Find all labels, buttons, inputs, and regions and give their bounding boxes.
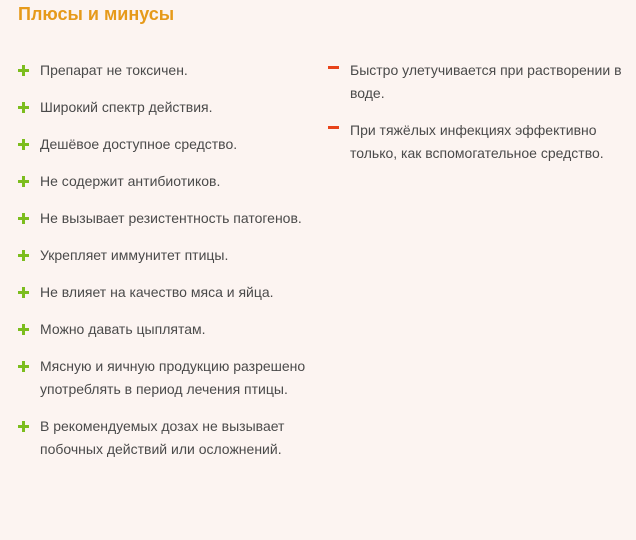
plus-icon — [18, 139, 29, 150]
pro-text: В рекомендуемых дозах не вызывает побочных действий или осложнений. — [40, 418, 285, 457]
pro-item — [18, 207, 328, 230]
plus-icon — [18, 324, 29, 335]
pro-text: Широкий спектр действия. — [40, 99, 213, 115]
pro-item — [18, 355, 328, 401]
con-item — [328, 59, 628, 105]
pro-text: Укрепляет иммунитет птицы. — [40, 247, 229, 263]
con-item — [328, 119, 628, 165]
pro-text: Можно давать цыплятам. — [40, 321, 206, 337]
section-title: Плюсы и минусы — [18, 4, 175, 24]
pro-item — [18, 244, 328, 267]
plus-icon — [18, 65, 29, 76]
pro-text: Препарат не токсичен. — [40, 62, 188, 78]
pro-item — [18, 318, 328, 341]
plus-icon — [18, 213, 29, 224]
pro-item — [18, 133, 328, 156]
pros-column — [18, 59, 328, 475]
plus-icon — [18, 250, 29, 261]
cons-list — [328, 59, 628, 165]
con-text: При тяжёлых инфекциях эффективно только, как вспомогательное средство. — [350, 122, 604, 161]
pro-item — [18, 59, 328, 82]
pro-text: Не содержит антибиотиков. — [40, 173, 221, 189]
pro-text: Мясную и яичную продукцию разрешено употреблять в период лечения птицы. — [40, 358, 306, 397]
plus-icon — [18, 176, 29, 187]
pros-cons-columns — [18, 59, 636, 475]
con-text: Быстро улетучивается при растворении в воде. — [350, 62, 622, 101]
plus-icon — [18, 102, 29, 113]
pros-list — [18, 59, 328, 461]
plus-icon — [18, 287, 29, 298]
pro-text: Не вызывает резистентность патогенов. — [40, 210, 302, 226]
plus-icon — [18, 361, 29, 372]
pro-item — [18, 415, 328, 461]
minus-icon — [328, 65, 339, 76]
pro-item — [18, 170, 328, 193]
cons-column — [328, 59, 628, 475]
pro-item — [18, 96, 328, 119]
plus-icon — [18, 421, 29, 432]
pro-text: Не влияет на качество мяса и яйца. — [40, 284, 274, 300]
minus-icon — [328, 125, 339, 136]
pro-item — [18, 281, 328, 304]
pro-text: Дешёвое доступное средство. — [40, 136, 238, 152]
